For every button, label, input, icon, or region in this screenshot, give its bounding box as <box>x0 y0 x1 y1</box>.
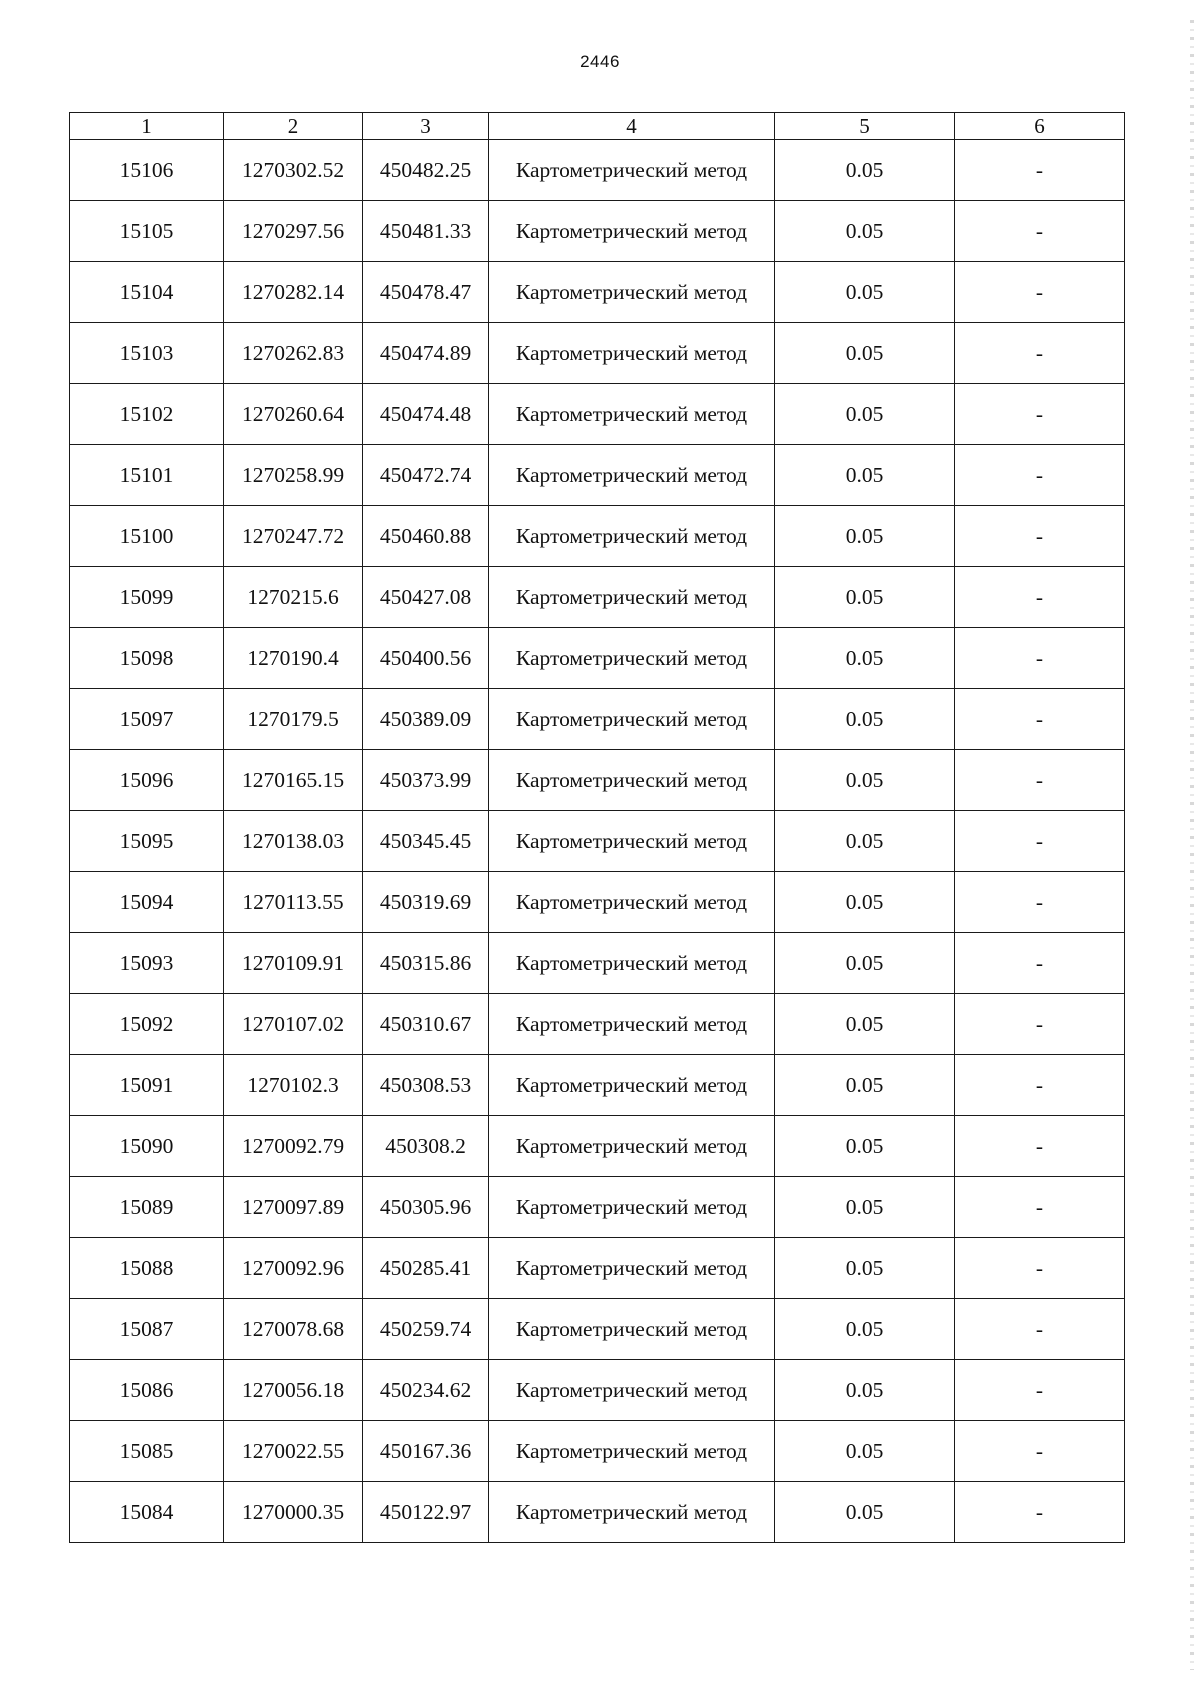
y-coordinate-cell: 450234.62 <box>363 1360 489 1421</box>
accuracy-cell: 0.05 <box>775 262 955 323</box>
y-coordinate-cell: 450305.96 <box>363 1177 489 1238</box>
accuracy-cell: 0.05 <box>775 1238 955 1299</box>
column-header: 3 <box>363 113 489 140</box>
point-number-cell: 15101 <box>70 445 224 506</box>
point-number-cell: 15099 <box>70 567 224 628</box>
method-cell: Картометрический метод <box>489 1238 775 1299</box>
x-coordinate-cell: 1270258.99 <box>224 445 363 506</box>
table-row <box>70 1116 1125 1177</box>
method-cell: Картометрический метод <box>489 750 775 811</box>
point-number-cell: 15087 <box>70 1299 224 1360</box>
note-cell: - <box>955 1482 1125 1543</box>
x-coordinate-cell: 1270179.5 <box>224 689 363 750</box>
column-header: 6 <box>955 113 1125 140</box>
method-cell: Картометрический метод <box>489 872 775 933</box>
accuracy-cell: 0.05 <box>775 628 955 689</box>
y-coordinate-cell: 450474.48 <box>363 384 489 445</box>
accuracy-cell: 0.05 <box>775 506 955 567</box>
x-coordinate-cell: 1270078.68 <box>224 1299 363 1360</box>
y-coordinate-cell: 450427.08 <box>363 567 489 628</box>
table-header <box>70 113 1125 140</box>
y-coordinate-cell: 450122.97 <box>363 1482 489 1543</box>
point-number-cell: 15089 <box>70 1177 224 1238</box>
point-number-cell: 15093 <box>70 933 224 994</box>
x-coordinate-cell: 1270113.55 <box>224 872 363 933</box>
note-cell: - <box>955 811 1125 872</box>
y-coordinate-cell: 450308.2 <box>363 1116 489 1177</box>
note-cell: - <box>955 1177 1125 1238</box>
table-row <box>70 201 1125 262</box>
table-row <box>70 567 1125 628</box>
note-cell: - <box>955 384 1125 445</box>
page-number: 2446 <box>580 52 620 71</box>
note-cell: - <box>955 933 1125 994</box>
column-header: 1 <box>70 113 224 140</box>
y-coordinate-cell: 450167.36 <box>363 1421 489 1482</box>
accuracy-cell: 0.05 <box>775 689 955 750</box>
table-row <box>70 811 1125 872</box>
point-number-cell: 15086 <box>70 1360 224 1421</box>
x-coordinate-cell: 1270092.79 <box>224 1116 363 1177</box>
method-cell: Картометрический метод <box>489 567 775 628</box>
accuracy-cell: 0.05 <box>775 1177 955 1238</box>
note-cell: - <box>955 1238 1125 1299</box>
note-cell: - <box>955 1055 1125 1116</box>
y-coordinate-cell: 450400.56 <box>363 628 489 689</box>
table-row <box>70 1299 1125 1360</box>
x-coordinate-cell: 1270190.4 <box>224 628 363 689</box>
accuracy-cell: 0.05 <box>775 933 955 994</box>
x-coordinate-cell: 1270260.64 <box>224 384 363 445</box>
method-cell: Картометрический метод <box>489 262 775 323</box>
table-row <box>70 323 1125 384</box>
x-coordinate-cell: 1270138.03 <box>224 811 363 872</box>
accuracy-cell: 0.05 <box>775 1116 955 1177</box>
x-coordinate-cell: 1270022.55 <box>224 1421 363 1482</box>
point-number-cell: 15095 <box>70 811 224 872</box>
point-number-cell: 15088 <box>70 1238 224 1299</box>
accuracy-cell: 0.05 <box>775 872 955 933</box>
x-coordinate-cell: 1270102.3 <box>224 1055 363 1116</box>
y-coordinate-cell: 450308.53 <box>363 1055 489 1116</box>
x-coordinate-cell: 1270302.52 <box>224 140 363 201</box>
x-coordinate-cell: 1270109.91 <box>224 933 363 994</box>
table-row <box>70 750 1125 811</box>
x-coordinate-cell: 1270056.18 <box>224 1360 363 1421</box>
table-row <box>70 1177 1125 1238</box>
x-coordinate-cell: 1270000.35 <box>224 1482 363 1543</box>
method-cell: Картометрический метод <box>489 1055 775 1116</box>
point-number-cell: 15096 <box>70 750 224 811</box>
x-coordinate-cell: 1270092.96 <box>224 1238 363 1299</box>
x-coordinate-cell: 1270215.6 <box>224 567 363 628</box>
note-cell: - <box>955 140 1125 201</box>
point-number-cell: 15091 <box>70 1055 224 1116</box>
note-cell: - <box>955 567 1125 628</box>
note-cell: - <box>955 445 1125 506</box>
y-coordinate-cell: 450345.45 <box>363 811 489 872</box>
column-header: 2 <box>224 113 363 140</box>
column-header: 5 <box>775 113 955 140</box>
method-cell: Картометрический метод <box>489 506 775 567</box>
table-row <box>70 689 1125 750</box>
y-coordinate-cell: 450310.67 <box>363 994 489 1055</box>
method-cell: Картометрический метод <box>489 1177 775 1238</box>
accuracy-cell: 0.05 <box>775 1482 955 1543</box>
method-cell: Картометрический метод <box>489 323 775 384</box>
table-body <box>70 140 1125 1543</box>
note-cell: - <box>955 1116 1125 1177</box>
point-number-cell: 15084 <box>70 1482 224 1543</box>
method-cell: Картометрический метод <box>489 933 775 994</box>
point-number-cell: 15085 <box>70 1421 224 1482</box>
x-coordinate-cell: 1270107.02 <box>224 994 363 1055</box>
y-coordinate-cell: 450319.69 <box>363 872 489 933</box>
point-number-cell: 15102 <box>70 384 224 445</box>
accuracy-cell: 0.05 <box>775 384 955 445</box>
x-coordinate-cell: 1270262.83 <box>224 323 363 384</box>
method-cell: Картометрический метод <box>489 1482 775 1543</box>
note-cell: - <box>955 872 1125 933</box>
accuracy-cell: 0.05 <box>775 140 955 201</box>
x-coordinate-cell: 1270165.15 <box>224 750 363 811</box>
table-row <box>70 872 1125 933</box>
y-coordinate-cell: 450474.89 <box>363 323 489 384</box>
y-coordinate-cell: 450285.41 <box>363 1238 489 1299</box>
table-row <box>70 1482 1125 1543</box>
table-row <box>70 628 1125 689</box>
note-cell: - <box>955 994 1125 1055</box>
note-cell: - <box>955 628 1125 689</box>
note-cell: - <box>955 201 1125 262</box>
point-number-cell: 15090 <box>70 1116 224 1177</box>
accuracy-cell: 0.05 <box>775 811 955 872</box>
y-coordinate-cell: 450472.74 <box>363 445 489 506</box>
point-number-cell: 15098 <box>70 628 224 689</box>
y-coordinate-cell: 450259.74 <box>363 1299 489 1360</box>
coordinates-table <box>69 112 1125 1543</box>
point-number-cell: 15100 <box>70 506 224 567</box>
method-cell: Картометрический метод <box>489 994 775 1055</box>
method-cell: Картометрический метод <box>489 1299 775 1360</box>
table-row <box>70 506 1125 567</box>
point-number-cell: 15094 <box>70 872 224 933</box>
point-number-cell: 15105 <box>70 201 224 262</box>
note-cell: - <box>955 750 1125 811</box>
table-row <box>70 140 1125 201</box>
column-header: 4 <box>489 113 775 140</box>
scan-edge-artifact <box>1190 20 1194 1670</box>
table-row <box>70 1055 1125 1116</box>
x-coordinate-cell: 1270282.14 <box>224 262 363 323</box>
accuracy-cell: 0.05 <box>775 445 955 506</box>
note-cell: - <box>955 1421 1125 1482</box>
accuracy-cell: 0.05 <box>775 1421 955 1482</box>
note-cell: - <box>955 1299 1125 1360</box>
y-coordinate-cell: 450315.86 <box>363 933 489 994</box>
accuracy-cell: 0.05 <box>775 567 955 628</box>
point-number-cell: 15106 <box>70 140 224 201</box>
y-coordinate-cell: 450481.33 <box>363 201 489 262</box>
table-row <box>70 1238 1125 1299</box>
table-row <box>70 1421 1125 1482</box>
table-row <box>70 1360 1125 1421</box>
note-cell: - <box>955 262 1125 323</box>
method-cell: Картометрический метод <box>489 689 775 750</box>
method-cell: Картометрический метод <box>489 140 775 201</box>
table-row <box>70 933 1125 994</box>
method-cell: Картометрический метод <box>489 1360 775 1421</box>
table-row <box>70 262 1125 323</box>
table-row <box>70 384 1125 445</box>
header-row <box>70 113 1125 140</box>
note-cell: - <box>955 323 1125 384</box>
accuracy-cell: 0.05 <box>775 1299 955 1360</box>
accuracy-cell: 0.05 <box>775 994 955 1055</box>
accuracy-cell: 0.05 <box>775 1360 955 1421</box>
y-coordinate-cell: 450373.99 <box>363 750 489 811</box>
method-cell: Картометрический метод <box>489 384 775 445</box>
y-coordinate-cell: 450460.88 <box>363 506 489 567</box>
point-number-cell: 15103 <box>70 323 224 384</box>
note-cell: - <box>955 689 1125 750</box>
accuracy-cell: 0.05 <box>775 1055 955 1116</box>
y-coordinate-cell: 450478.47 <box>363 262 489 323</box>
x-coordinate-cell: 1270247.72 <box>224 506 363 567</box>
accuracy-cell: 0.05 <box>775 750 955 811</box>
table-row <box>70 994 1125 1055</box>
x-coordinate-cell: 1270297.56 <box>224 201 363 262</box>
note-cell: - <box>955 506 1125 567</box>
y-coordinate-cell: 450482.25 <box>363 140 489 201</box>
point-number-cell: 15092 <box>70 994 224 1055</box>
point-number-cell: 15097 <box>70 689 224 750</box>
x-coordinate-cell: 1270097.89 <box>224 1177 363 1238</box>
note-cell: - <box>955 1360 1125 1421</box>
method-cell: Картометрический метод <box>489 445 775 506</box>
method-cell: Картометрический метод <box>489 811 775 872</box>
table-row <box>70 445 1125 506</box>
accuracy-cell: 0.05 <box>775 323 955 384</box>
method-cell: Картометрический метод <box>489 201 775 262</box>
y-coordinate-cell: 450389.09 <box>363 689 489 750</box>
method-cell: Картометрический метод <box>489 628 775 689</box>
accuracy-cell: 0.05 <box>775 201 955 262</box>
point-number-cell: 15104 <box>70 262 224 323</box>
method-cell: Картометрический метод <box>489 1421 775 1482</box>
method-cell: Картометрический метод <box>489 1116 775 1177</box>
